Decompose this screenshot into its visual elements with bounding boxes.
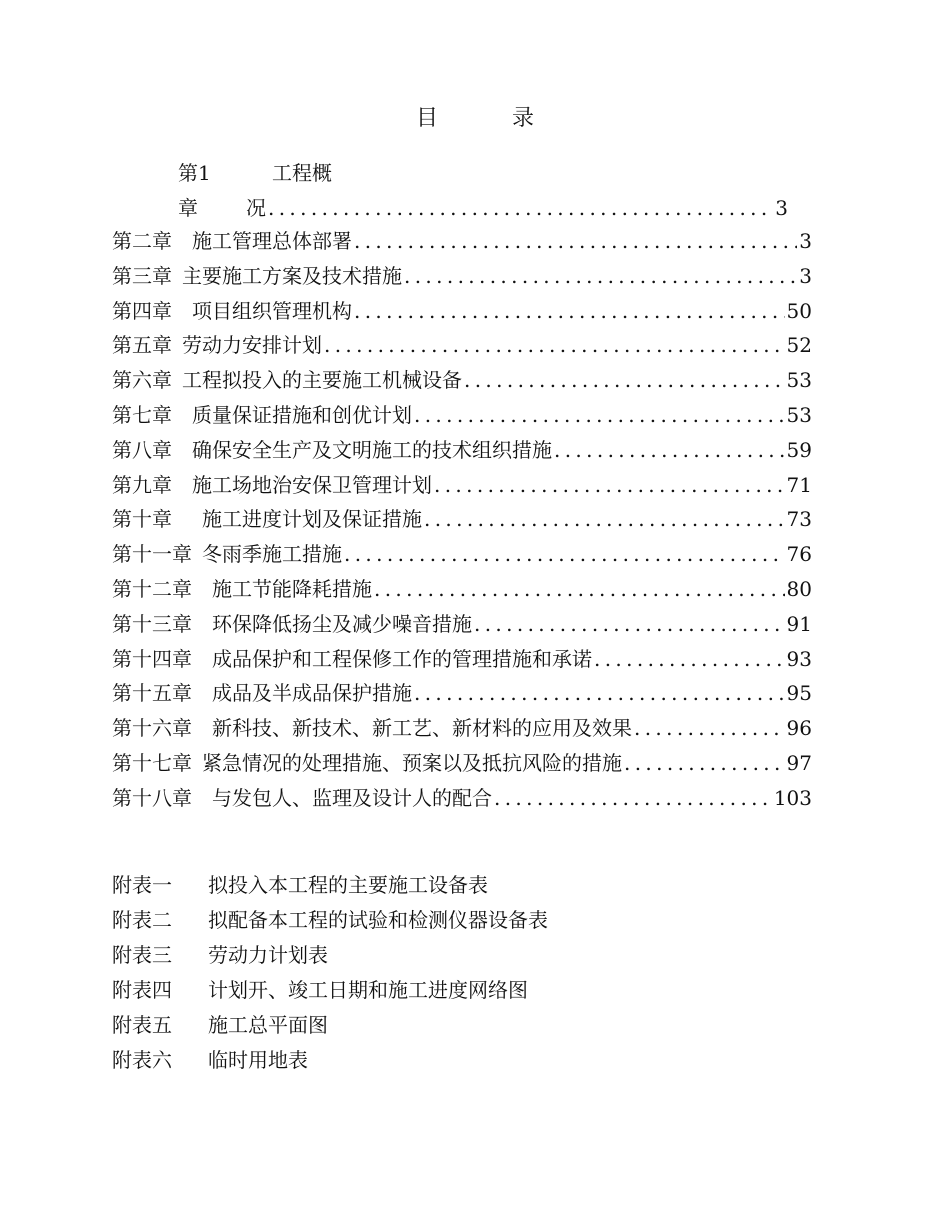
page-number: 53 [786, 368, 812, 393]
chapter-number: 第1 [178, 161, 211, 185]
page-number: 91 [786, 611, 812, 636]
toc-entry[interactable] [112, 572, 812, 607]
page-number: 3 [799, 229, 812, 253]
chapter-number: 第六章 [112, 368, 172, 393]
chapter-number: 章 [178, 196, 198, 220]
toc-entry[interactable] [112, 676, 812, 711]
chapter-title: 施工管理总体部署 [192, 229, 352, 253]
toc-entry[interactable] [112, 502, 812, 537]
chapter-title: 劳动力安排计划 [182, 333, 322, 358]
chapter-number: 第五章 [112, 333, 172, 358]
toc-entry[interactable] [112, 294, 812, 329]
toc-entry[interactable] [112, 607, 812, 642]
page-number: 71 [786, 472, 812, 497]
chapter-title: 确保安全生产及文明施工的技术组织措施 [192, 437, 552, 462]
page-number: 103 [773, 785, 812, 810]
appendix-entry[interactable] [112, 938, 812, 973]
page-number: 3 [799, 263, 812, 288]
leader-dots [424, 502, 785, 537]
toc-entry[interactable] [112, 711, 812, 746]
chapter-number: 第十三章 [112, 611, 192, 636]
appendix-entry[interactable] [112, 903, 812, 938]
appendix-title: 拟配备本工程的试验和检测仪器设备表 [208, 908, 548, 932]
chapter-title: 施工场地治安保卫管理计划 [192, 472, 432, 497]
leader-dots [354, 294, 785, 329]
page-number: 95 [786, 681, 812, 706]
toc-entry[interactable] [112, 398, 812, 433]
page-title: 目 录 [415, 106, 560, 131]
leader-dots [464, 363, 785, 398]
toc-entry[interactable] [112, 259, 812, 294]
page-number: 76 [786, 542, 812, 567]
chapter-title: 质量保证措施和创优计划 [192, 402, 412, 427]
toc-entry[interactable] [112, 363, 812, 398]
chapter-title: 成品保护和工程保修工作的管理措施和承诺 [212, 646, 592, 671]
appendix-list [112, 868, 812, 1078]
leader-dots [414, 676, 785, 711]
appendix-number: 附表四 [112, 978, 172, 1002]
toc-first-chapter[interactable] [178, 156, 818, 226]
toc-entry[interactable] [112, 468, 812, 503]
page-number: 96 [786, 716, 812, 741]
toc-entry[interactable] [112, 328, 812, 363]
appendix-number: 附表一 [112, 873, 172, 897]
page-number: 53 [786, 402, 812, 427]
toc-first-line1 [178, 156, 818, 191]
leader-dots [414, 398, 785, 433]
chapter-number: 第三章 [112, 263, 172, 288]
leader-dots [494, 781, 772, 816]
leader-dots [434, 468, 785, 503]
appendix-number: 附表二 [112, 908, 172, 932]
toc-entry[interactable] [112, 781, 812, 816]
chapter-title: 与发包人、监理及设计人的配合 [212, 785, 492, 810]
leader-dots [374, 572, 785, 607]
page-number: 3 [775, 196, 788, 220]
toc-entry[interactable] [112, 746, 812, 781]
leader-dots [474, 607, 785, 642]
leader-dots [324, 328, 785, 363]
appendix-entry[interactable] [112, 1043, 812, 1078]
chapter-title: 新科技、新技术、新工艺、新材料的应用及效果 [212, 716, 632, 741]
chapter-number: 第九章 [112, 472, 172, 497]
chapter-title: 施工节能降耗措施 [212, 576, 372, 601]
chapter-title: 冬雨季施工措施 [202, 542, 342, 567]
chapter-title: 成品及半成品保护措施 [212, 681, 412, 706]
page-number: 52 [786, 333, 812, 358]
chapter-title: 主要施工方案及技术措施 [182, 263, 402, 288]
chapter-title: 工程概 [272, 161, 332, 185]
chapter-title: 项目组织管理机构 [192, 298, 352, 323]
page-number: 93 [786, 646, 812, 671]
leader-dots [268, 191, 773, 226]
chapter-number: 第十八章 [112, 785, 192, 810]
leader-dots [634, 711, 785, 746]
toc-entry[interactable] [112, 224, 812, 259]
page-number: 73 [786, 507, 812, 532]
chapter-title: 况 [246, 196, 266, 220]
appendix-number: 附表三 [112, 943, 172, 967]
chapter-title: 施工进度计划及保证措施 [202, 507, 422, 532]
leader-dots [554, 433, 785, 468]
page-number: 59 [786, 437, 812, 462]
appendix-entry[interactable] [112, 868, 812, 903]
appendix-title: 劳动力计划表 [208, 943, 328, 967]
chapter-number: 第七章 [112, 402, 172, 427]
toc-entry[interactable] [112, 433, 812, 468]
appendix-title: 计划开、竣工日期和施工进度网络图 [208, 978, 528, 1002]
appendix-entry[interactable] [112, 1008, 812, 1043]
chapter-number: 第十二章 [112, 576, 192, 601]
appendix-entry[interactable] [112, 973, 812, 1008]
chapter-number: 第二章 [112, 229, 172, 253]
chapter-number: 第十一章 [112, 542, 192, 567]
toc-entry[interactable] [112, 537, 812, 572]
page-number: 50 [786, 298, 812, 323]
page-number: 97 [786, 750, 812, 775]
chapter-number: 第十四章 [112, 646, 192, 671]
page-number: 80 [786, 576, 812, 601]
appendix-number: 附表六 [112, 1048, 172, 1072]
leader-dots [344, 537, 785, 572]
chapter-title: 紧急情况的处理措施、预案以及抵抗风险的措施 [202, 750, 622, 775]
appendix-title: 临时用地表 [208, 1048, 308, 1072]
toc-list [112, 224, 812, 816]
chapter-number: 第十五章 [112, 681, 192, 706]
appendix-title: 施工总平面图 [208, 1013, 328, 1037]
chapter-number: 第十七章 [112, 750, 192, 775]
leader-dots [624, 746, 785, 781]
chapter-title: 环保降低扬尘及减少噪音措施 [212, 611, 472, 636]
chapter-number: 第八章 [112, 437, 172, 462]
chapter-number: 第十章 [112, 507, 172, 532]
chapter-title: 工程拟投入的主要施工机械设备 [182, 368, 462, 393]
toc-first-line2 [178, 191, 788, 226]
appendix-number: 附表五 [112, 1013, 172, 1037]
toc-entry[interactable] [112, 642, 812, 677]
leader-dots [404, 259, 797, 294]
leader-dots [354, 224, 797, 259]
chapter-number: 第四章 [112, 298, 172, 323]
leader-dots [594, 642, 785, 677]
chapter-number: 第十六章 [112, 716, 192, 741]
appendix-title: 拟投入本工程的主要施工设备表 [208, 873, 488, 897]
